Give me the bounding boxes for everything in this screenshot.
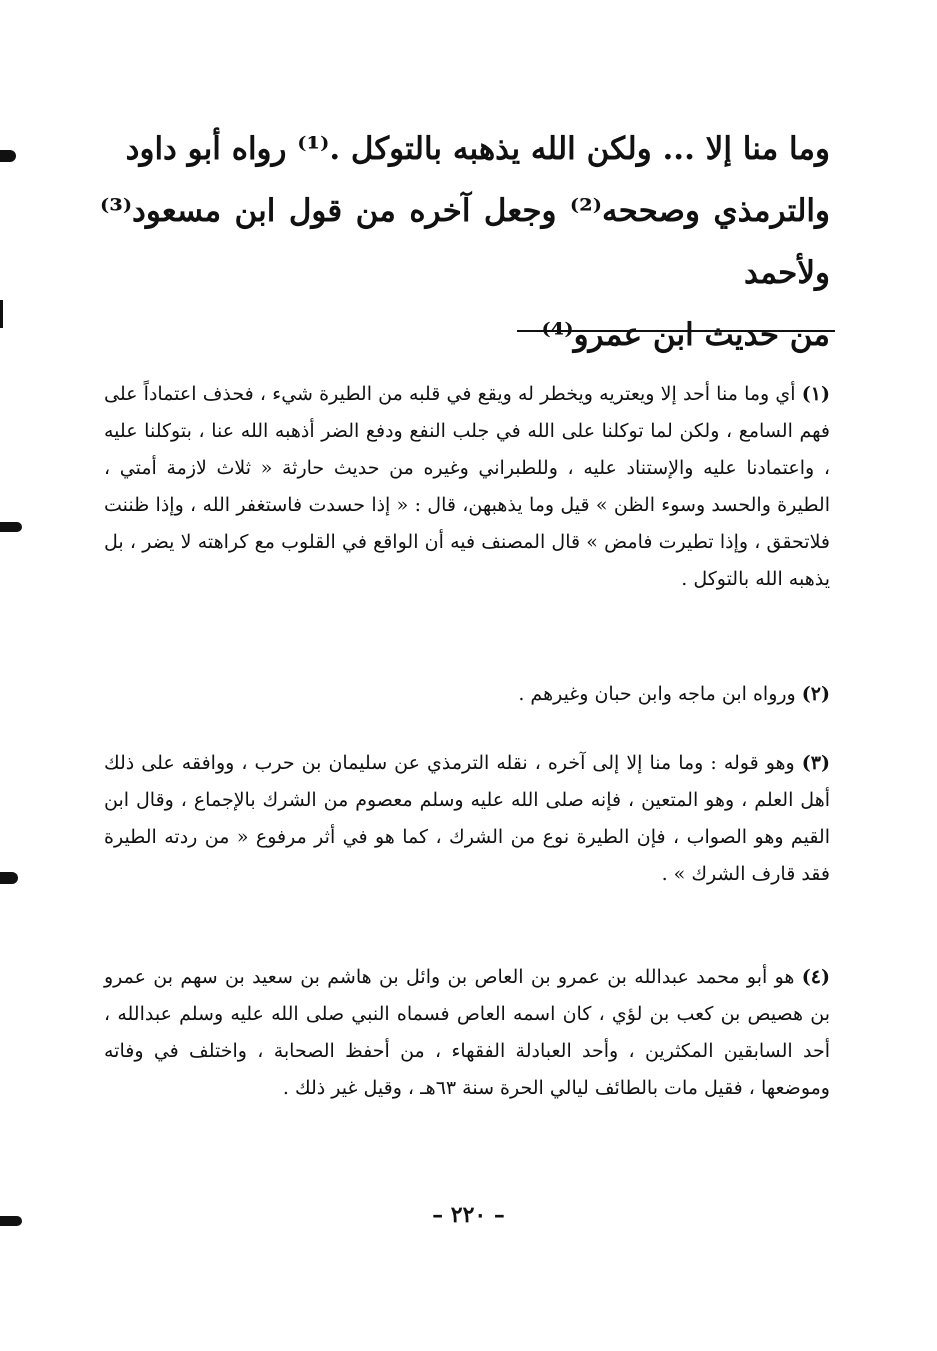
footnote-4 xyxy=(104,959,830,1107)
main-text-line: والترمذي وصححه⁽²⁾ وجعل آخره من قول ابن مسعود⁽³⁾ ولأحمد xyxy=(100,193,831,291)
footnote-1 xyxy=(104,376,830,598)
footnote-text: وهو قوله : وما منا إلا إلى آخره ، نقله الترمذي عن سليمان بن حرب ، ووافقه على ذلك أهل العلم ، وهو المتعين ، فإنه صلى الله عليه وسلم معصوم من الشرك بالإجماع ، وقال ابن القيم وهو الصواب ، فإن الطيرة نوع من الشرك ، كما هو في أثر مرفوع « من ردته الطيرة فقد قارف الشرك » . xyxy=(104,752,830,885)
scan-edge-mark xyxy=(0,300,3,328)
footnote-3 xyxy=(104,745,830,893)
footnote-number: (١) xyxy=(801,383,830,405)
footnote-text: أي وما منا أحد إلا ويعتريه ويخطر له ويقع في قلبه من الطيرة شيء ، فحذف اعتماداً على فهم السامع ، ولكن لما توكلنا على الله في جلب النفع ودفع الضر أذهبه الله عنا ، بتوكلنا عليه ، واعتمادنا عليه والإستناد عليه ، وللطبراني وغيره من حديث حارثة « ثلاث لازمة أمتي ، الطيرة والحسد وسوء الظن » قيل وما يذهبهن، قال : « إذا حسدت فاستغفر الله ، وإذا ظننت فلاتحقق ، وإذا تطيرت فامض » قال المصنف فيه أن الواقع في القلوب مع كراهته لا يضر ، بل يذهبه الله بالتوكل . xyxy=(104,383,830,590)
page-number: – ٢٢٠ – xyxy=(432,1202,505,1228)
footnote-number: (٢) xyxy=(801,683,830,705)
footnote-number: (٣) xyxy=(801,752,830,774)
footnote-text: ورواه ابن ماجه وابن حبان وغيرهم . xyxy=(518,683,802,705)
footnote-text: هو أبو محمد عبدالله بن عمرو بن العاص بن وائل بن هاشم بن سعيد بن سهم بن عمرو بن هصيص بن كعب بن لؤي ، كان اسمه العاص فسماه النبي صلى الله عليه وسلم عبدالله ، أحد السابقين المكثرين ، وأحد العبادلة الفقهاء ، من أحفظ الصحابة ، واختلف في وفاته وموضعها ، فقيل مات بالطائف ليالي الحرة سنة ٦٣هـ ، وقيل غير ذلك . xyxy=(104,966,830,1099)
footnote-separator xyxy=(517,330,835,332)
scan-edge-mark xyxy=(0,150,16,162)
main-text-line: وما منا إلا ... ولكن الله يذهبه بالتوكل .⁽¹⁾ رواه أبو داود xyxy=(125,131,830,167)
scan-edge-mark xyxy=(0,1216,22,1226)
footnote-number: (٤) xyxy=(801,966,830,988)
main-text-line: من حديث ابن عمرو⁽⁴⁾ xyxy=(541,317,830,353)
scan-edge-mark xyxy=(0,872,18,884)
footnote-2 xyxy=(104,676,830,713)
main-text-block xyxy=(100,118,830,366)
scan-edge-mark xyxy=(0,522,22,532)
